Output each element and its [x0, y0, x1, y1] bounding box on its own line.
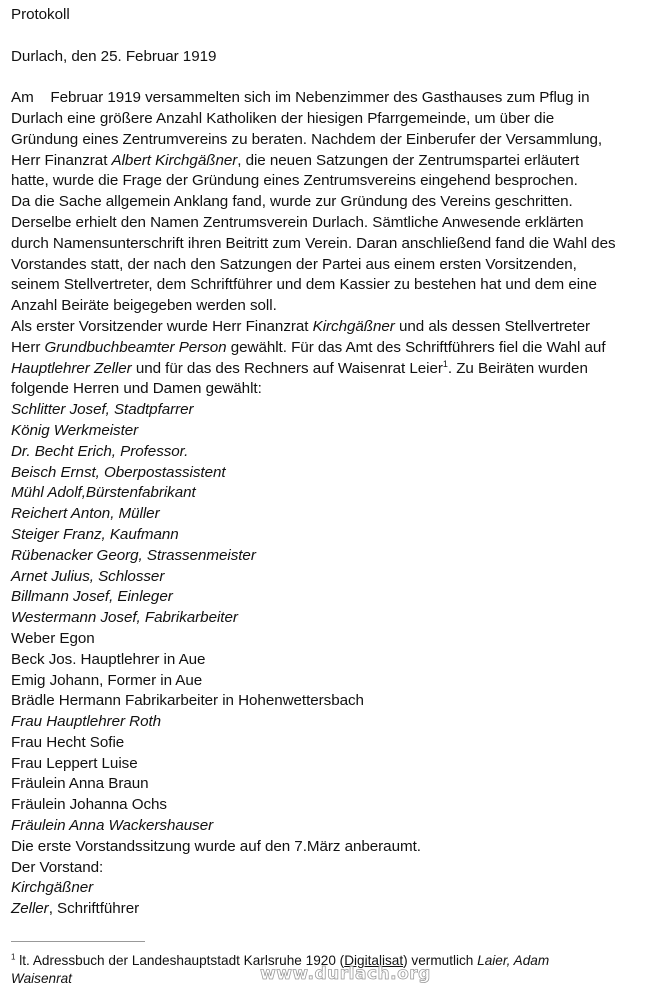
text-line: seinem Stellvertreter, dem Schriftführer und dem Kassier zu bestehen hat und dem eine: [11, 276, 597, 294]
member-italic: [11, 400, 663, 421]
signature-name: Zeller: [11, 900, 49, 918]
text-line: hatte, wurde die Frage der Gründung eines Zentrumsvereins eingehend besprochen.: [11, 172, 578, 190]
text-span: gewählt. Für das Amt des Schriftführers fiel die Wahl auf: [226, 338, 606, 356]
text-span: Als erster Vorsitzender wurde Herr Finanzrat: [11, 317, 313, 335]
member-name: König Werkmeister: [11, 421, 139, 439]
member-name: Schlitter Josef, Stadtpfarrer: [11, 401, 194, 419]
member-italic: [11, 816, 663, 837]
signature-name: Kirchgäßner: [11, 879, 94, 897]
signature-role: , Schriftführer: [48, 900, 140, 918]
person-name: Kirchgäßner: [312, 317, 395, 335]
member-name: Mühl Adolf,Bürstenfabrikant: [11, 484, 196, 502]
member-name: Weber Egon: [11, 629, 95, 647]
text-line: [11, 151, 663, 172]
dateline: Durlach, den 25. Februar 1919: [11, 47, 217, 65]
text-line: Derselbe erhielt den Namen Zentrumsverein Durlach. Sämtliche Anwesende erklärten: [11, 213, 584, 231]
member-italic: [11, 504, 663, 525]
person-name: Hauptlehrer Zeller: [11, 359, 132, 377]
footnote-text: ) vermutlich: [403, 953, 478, 968]
footnote-name: Laier, Adam: [477, 953, 550, 968]
text-line: [11, 317, 663, 338]
member-name: Frau Leppert Luise: [11, 754, 138, 772]
digitalisat-link[interactable]: Digitalisat: [344, 953, 404, 968]
member-name: Steiger Franz, Kaufmann: [11, 525, 179, 543]
text-span: , die neuen Satzungen der Zentrumspartei erläutert: [237, 151, 580, 169]
watermark: www.durlach.org: [260, 964, 431, 984]
member-italic: [11, 567, 663, 588]
document-heading: Protokoll: [11, 6, 70, 23]
text-line: durch Namensunterschrift ihren Beitritt zum Verein. Daran anschließend fand die Wahl des: [11, 234, 616, 252]
member-name: Rübenacker Georg, Strassenmeister: [11, 546, 256, 564]
text-line: folgende Herren und Damen gewählt:: [11, 380, 262, 398]
member-italic: [11, 546, 663, 567]
member-name: Arnet Julius, Schlosser: [11, 567, 165, 585]
member-name: Fräulein Anna Braun: [11, 775, 149, 793]
text-line: Gründung eines Zentrumvereins zu beraten. Nachdem der Einberufer der Versammlung,: [11, 130, 603, 148]
signature-chair: [11, 878, 663, 899]
footnote-divider: [11, 941, 145, 942]
text-span: und für das des Rechners auf Waisenrat Leier: [131, 359, 443, 377]
paragraph-founding: [11, 88, 663, 317]
text-span: Herr Finanzrat: [11, 151, 112, 169]
member-italic: [11, 587, 663, 608]
member-name: Fräulein Anna Wackershauser: [11, 817, 214, 835]
text-span: . Zu Beiräten wurden: [447, 359, 588, 377]
member-italic: [11, 463, 663, 484]
document-body: [11, 5, 663, 920]
person-name: Grundbuchbeamter Person: [44, 338, 227, 356]
text-span: und als dessen Stellvertreter: [394, 317, 591, 335]
paragraph-election: [11, 317, 663, 400]
footnote-mark: 1: [11, 952, 16, 962]
member-name: Billmann Josef, Einleger: [11, 588, 173, 606]
text-line: [11, 338, 663, 359]
member-italic: [11, 483, 663, 504]
text-line: Vorstandes statt, der nach den Satzungen der Partei aus einem ersten Vorsitzenden,: [11, 255, 577, 273]
footnote-reference[interactable]: 1: [442, 358, 448, 369]
text-line: [11, 359, 663, 380]
member-italic: [11, 525, 663, 546]
text-line: Am Februar 1919 versammelten sich im Nebenzimmer des Gasthauses zum Pflug in: [11, 89, 590, 107]
text-line: Da die Sache allgemein Anklang fand, wurde zur Gründung des Vereins geschritten.: [11, 193, 573, 211]
member-italic: [11, 712, 663, 733]
member-name: Westermann Josef, Fabrikarbeiter: [11, 609, 238, 627]
board-label: Der Vorstand:: [11, 858, 104, 876]
text-line: Anzahl Beiräte beigegeben werden soll.: [11, 297, 277, 315]
member-name: Dr. Becht Erich, Professor.: [11, 442, 189, 460]
member-italic: [11, 421, 663, 442]
text-line: Durlach eine größere Anzahl Katholiken der hiesigen Pfarrgemeinde, um über die: [11, 109, 555, 127]
signature-secretary: [11, 899, 663, 920]
member-name: Emig Johann, Former in Aue: [11, 671, 203, 689]
member-italic: [11, 442, 663, 463]
closing-sentence: Die erste Vorstandssitzung wurde auf den 7.März anberaumt.: [11, 837, 421, 855]
footnote-role: Waisenrat: [11, 971, 72, 986]
text-span: Herr: [11, 338, 45, 356]
footnote-text: lt. Adressbuch der Landeshauptstadt Karlsruhe 1920 (: [15, 953, 345, 968]
member-name: Brädle Hermann Fabrikarbeiter in Hohenwettersbach: [11, 692, 364, 710]
member-italic: [11, 608, 663, 629]
member-list: [11, 400, 663, 837]
member-name: Frau Hecht Sofie: [11, 733, 125, 751]
member-name: Reichert Anton, Müller: [11, 505, 160, 523]
member-name: Fräulein Johanna Ochs: [11, 796, 167, 814]
member-name: Beisch Ernst, Oberpostassistent: [11, 463, 226, 481]
member-name: Beck Jos. Hauptlehrer in Aue: [11, 650, 206, 668]
person-name: Albert Kirchgäßner: [111, 151, 238, 169]
member-name: Frau Hauptlehrer Roth: [11, 713, 162, 731]
